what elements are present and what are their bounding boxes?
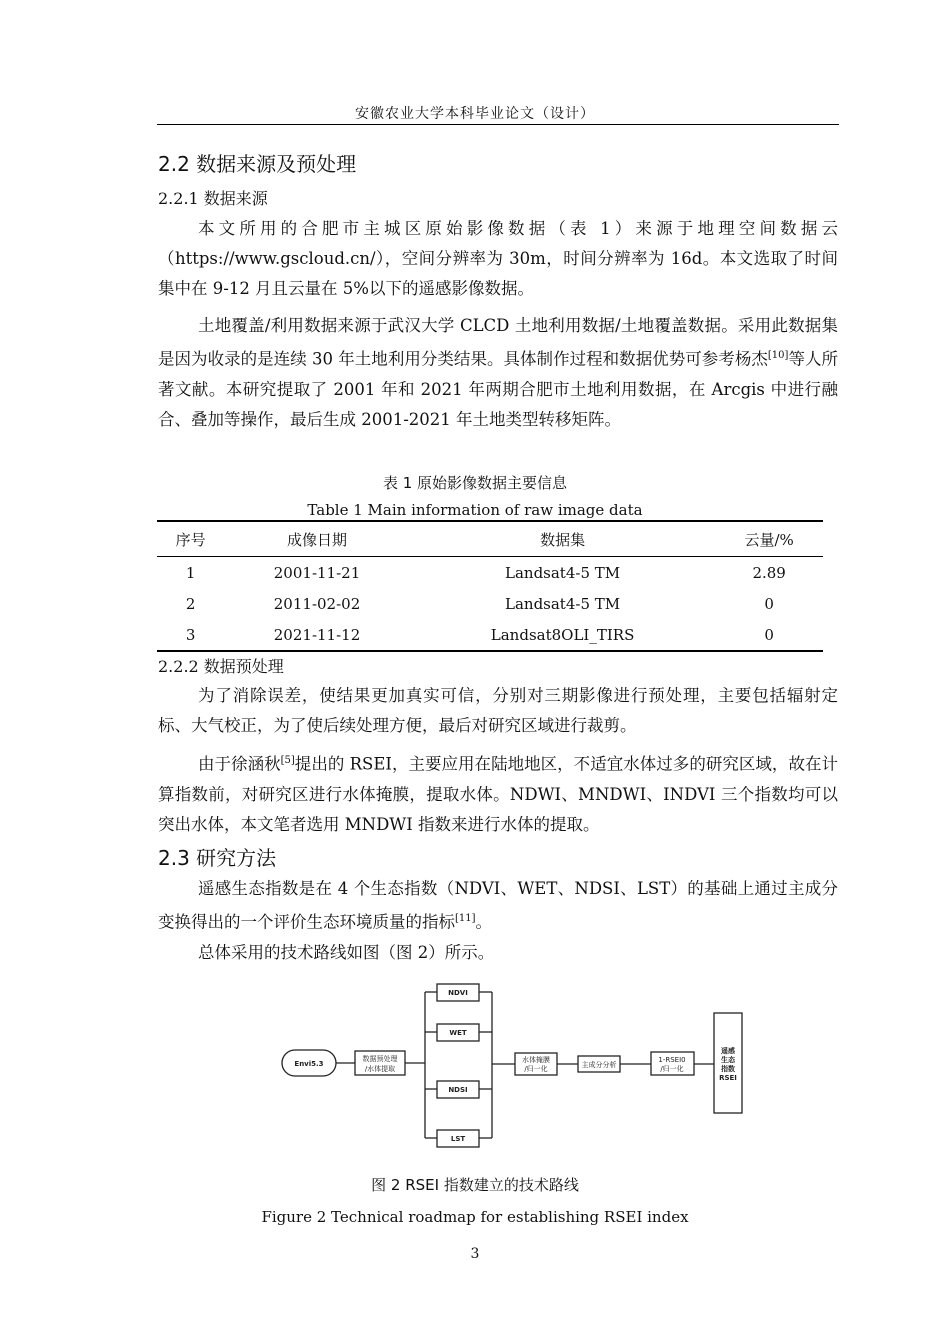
preprocess-label-1: 数据预处理 [362,1055,398,1063]
section-heading-2-3: 2.3 研究方法 [158,846,277,870]
running-header: 安徽农业大学本科毕业论文（设计） [355,106,595,122]
table-cell: Landsat8OLI_TIRS [410,619,715,651]
mask-label-1: 水体掩膜 [522,1056,550,1064]
table-cell: 2001-11-21 [273,563,361,582]
paragraph-water-mask-part2: 提出的 RSEI，主要应用在陆地地区，不适宜水体过多的研究区域，故在计算指数前，对研究区进行水体掩膜，提取水体。NDWI、MNDWI、INDVI 三个指数均可以突出水体，本文笔者选用 MNDWI 指数来进行水体的提取。 [158,754,838,834]
page-number: 3 [470,1246,480,1262]
rsei0-label-2: /归一化 [660,1065,684,1073]
table-row [157,619,823,651]
wet-label: WET [449,1029,467,1037]
table-row [157,557,823,589]
table-cell: 2.89 [752,563,786,582]
table-header-row [157,521,823,557]
output-label-3: 指数 [721,1065,735,1073]
paragraph-land-use-part2: 等人所著文献。本研究提取了 2001 年和 2021 年两期合肥市土地利用数据，在 Arcgis 中进行融合、叠加等操作，最后生成 2001-2021 年土地类型转移矩阵。 [158,349,838,429]
table-header-cell: 云量/% [715,521,823,557]
pca-label: 主成分分析 [581,1061,617,1069]
subsection-heading-2-2-2: 2.2.2 数据预处理 [158,657,284,676]
envi-label: Envi5.3 [294,1060,324,1068]
paragraph-land-use-part1: 土地覆盖/利用数据来源于武汉大学 CLCD 土地利用数据/土地覆盖数据。采用此数据集是因为收录的是连续 30 年土地利用分类结果。具体制作过程和数据优势可参考杨杰 [158,316,838,369]
ndvi-label: NDVI [448,989,468,997]
subsection-heading-2-2-1: 2.2.1 数据来源 [158,189,268,208]
output-label-2: 生态 [721,1056,735,1064]
paragraph-water-mask-part1: 由于徐涵秋 [198,754,281,774]
output-label-4: RSEI [719,1074,737,1082]
figure-caption-en: Figure 2 Technical roadmap for establishing RSEI index [261,1208,689,1226]
paragraph-rsei-part2: 。 [475,912,493,932]
table-cell: 2 [185,594,196,613]
table-cell: 0 [715,619,823,651]
raw-image-data-table [157,520,823,652]
paragraph-rsei-part1: 遥感生态指数是在 4 个生态指数（NDVI、WET、NDSI、LST）的基础上通过主成分变换得出的一个评价生态环境质量的指标 [158,879,838,932]
table-cell: 3 [157,619,224,651]
citation-ref: [5] [280,755,295,766]
table-cell: Landsat4-5 TM [505,594,621,613]
table-caption-en: Table 1 Main information of raw image data [307,501,643,519]
paragraph-water-mask [158,746,838,840]
rsei0-label-1: 1-RSEI0 [658,1056,686,1064]
figure-caption-cn: 图 2 RSEI 指数建立的技术路线 [371,1176,579,1194]
table-cell: Landsat4-5 TM [505,563,621,582]
table-row [157,588,823,619]
paragraph-roadmap-intro: 总体采用的技术路线如图（图 2）所示。 [198,943,495,962]
table-cell: 2011-02-02 [273,594,361,613]
citation-ref: [10] [767,350,789,361]
paragraph-rsei [158,874,838,938]
paragraph-land-use [158,311,838,435]
preprocess-label-2: /水体提取 [364,1065,396,1073]
table-cell: 2021-11-12 [224,619,410,651]
table-header-cell: 数据集 [410,521,715,557]
output-label-1: 遥感 [721,1047,735,1055]
rsei-roadmap-diagram [270,978,750,1150]
table-caption-cn: 表 1 原始影像数据主要信息 [382,474,568,492]
ndsi-label: NDSI [448,1086,468,1094]
table-header-cell: 成像日期 [224,521,410,557]
lst-label: LST [450,1135,466,1143]
paragraph-preprocessing: 为了消除误差，使结果更加真实可信，分别对三期影像进行预处理，主要包括辐射定标、大气校正，为了使后续处理方便，最后对研究区域进行裁剪。 [158,686,838,735]
paragraph-data-source: 本文所用的合肥市主城区原始影像数据（表 1）来源于地理空间数据云（https://www.gscloud.cn/），空间分辨率为 30m，时间分辨率为 16d。本文选取了时间集中在 9-12 月且云量在 5%以下的遥感影像数据。 [158,219,838,298]
citation-ref: [11] [455,913,476,924]
table-cell: 1 [185,563,196,582]
mask-label-2: /归一化 [524,1065,548,1073]
table-header-cell: 序号 [157,521,224,557]
header-rule [157,124,839,125]
section-heading-2-2: 2.2 数据来源及预处理 [158,152,357,176]
table-cell: 0 [764,594,774,613]
